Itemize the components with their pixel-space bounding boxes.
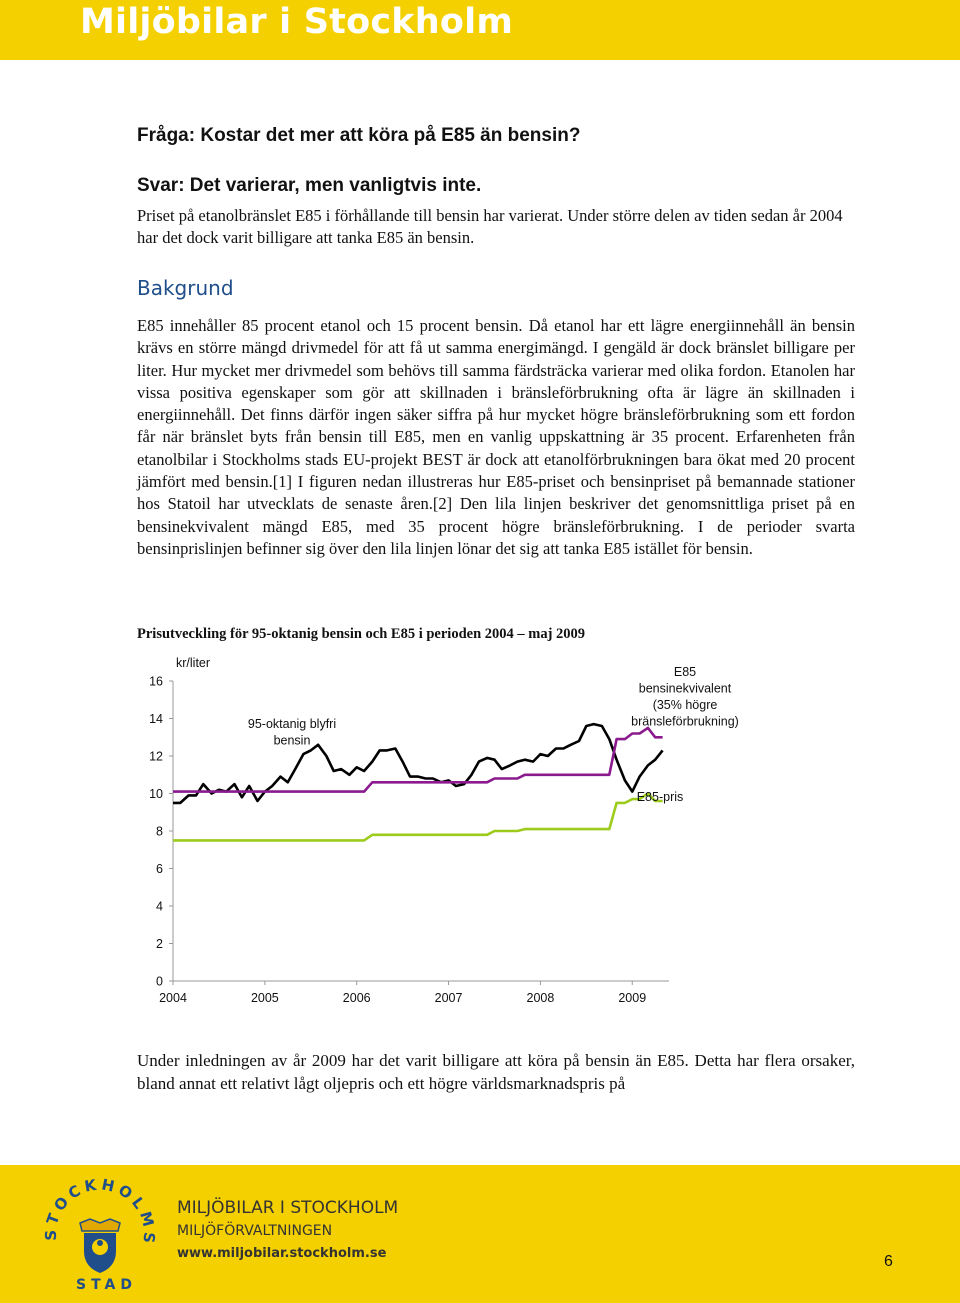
y-axis-label: kr/liter: [176, 656, 211, 670]
x-tick-label: 2006: [342, 991, 371, 1005]
y-tick-label: 2: [156, 937, 163, 951]
y-tick-label: 14: [149, 712, 163, 726]
footer-url[interactable]: www.miljobilar.stockholm.se: [177, 1246, 387, 1261]
y-tick-label: 0: [156, 974, 163, 989]
question-heading: Fråga: Kostar det mer att köra på E85 än bensin?: [137, 125, 581, 146]
series-line-1: [173, 728, 663, 792]
series-annotation: E85 bensinekvivalent (35% högre bränsleförbrukning): [631, 665, 739, 729]
section-heading: Bakgrund: [137, 276, 234, 300]
header-title: Miljöbilar i Stockholm: [80, 2, 513, 42]
body-paragraph: E85 innehåller 85 procent etanol och 15 procent bensin. Då etanol har ett lägre energiinnehåll än bensin krävs en större mängd drivmedel för att få ut samma energimängd. I gengäld är dock bränslet billigare per liter. Hur mycket mer drivmedel som behövs till samma färdsträcka varierar med olika fordon. Etanolen har vissa positiva egenskaper som gör att skillnaden i bränsleförbrukning ofta är lägre än skillnaden i energiinnehåll. Det finns därför ingen säker siffra på hur mycket högre bränsleförbrukning som ett fordon får när bränslet byts från bensin till E85, men en vanlig uppskattning är 35 procent. Erfarenheten från etanolbilar i Stockholms stads EU-projekt BEST är dock att etanolförbrukningen bara ökat med 20 procent jämfört med bensin.[1] I figuren nedan illustreras hur E85-priset och bensinpriset på bemannade stationer hos Statoil har utvecklats de senaste åren.[2] Den lila linjen beskriver det genomsnittliga priset på en bensinekvivalent mängd E85, med 35 procent högre bränsleförbrukning. I de perioder svarta bensinprislinjen befinner sig över den lila linjen lönar det sig att tanka E85 istället för bensin.: [137, 316, 855, 558]
closing-paragraph: Under inledningen av år 2009 har det varit billigare att köra på bensin än E85. Detta har flera orsaker, bland annat ett relativt lågt oljepris och ett högre världsmarknadspris på: [137, 1051, 855, 1093]
y-tick-label: 12: [149, 749, 163, 764]
y-tick-label: 6: [156, 862, 163, 876]
price-chart: [130, 648, 750, 1018]
x-tick-label: 2008: [526, 991, 555, 1005]
svg-text:STOCKHOLMS: STOCKHOLMS: [41, 1175, 159, 1248]
y-tick-label: 8: [156, 824, 163, 839]
x-tick-label: 2007: [434, 991, 463, 1005]
y-tick-label: 16: [149, 674, 163, 689]
x-tick-label: 2009: [618, 991, 647, 1005]
series-annotation: 95-oktanig blyfri bensin: [247, 717, 337, 748]
page-number: 6: [884, 1253, 893, 1270]
y-tick-label: 10: [149, 787, 163, 801]
y-tick-label: 4: [156, 899, 163, 914]
series-line-2: [173, 794, 663, 841]
stockholm-crest-logo: [40, 1175, 160, 1295]
series-annotation: E85-pris: [636, 790, 684, 804]
svg-text:STAD: STAD: [76, 1277, 138, 1293]
answer-heading: Svar: Det varierar, men vanligtvis inte.: [137, 175, 482, 196]
x-tick-label: 2004: [159, 991, 187, 1005]
chart-title: Prisutveckling för 95-oktanig bensin och E85 i perioden 2004 – maj 2009: [137, 626, 586, 642]
footer-department: MILJÖFÖRVALTNINGEN: [177, 1223, 333, 1239]
page-header: [0, 0, 960, 60]
x-tick-label: 2005: [250, 991, 279, 1005]
page-footer: [0, 1165, 960, 1303]
footer-org-name: MILJÖBILAR I STOCKHOLM: [177, 1198, 399, 1218]
intro-paragraph: Priset på etanolbränslet E85 i förhållande till bensin har varierat. Under större delen av tiden sedan år 2004 har det dock varit billigare att tanka E85 än bensin.: [137, 206, 843, 248]
